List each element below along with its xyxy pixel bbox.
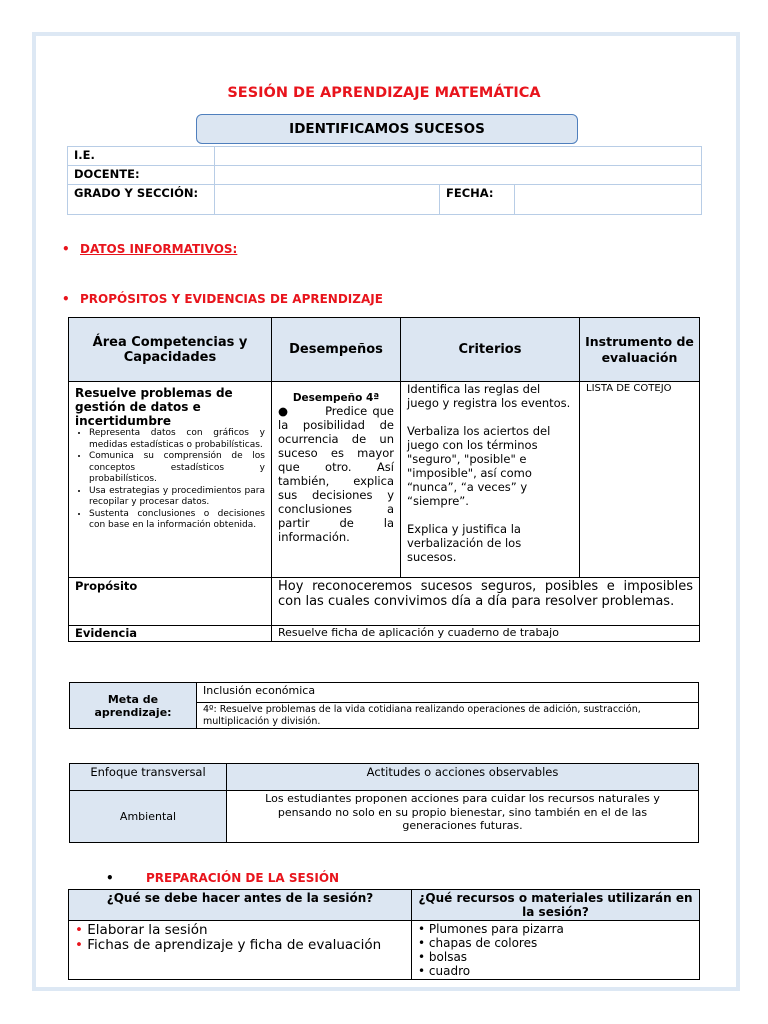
bullet-icon: • bbox=[75, 937, 88, 953]
recursos-header: ¿Qué recursos o materiales utilizarán en la sesión? bbox=[412, 890, 700, 921]
enfoque-text: Los estudiantes proponen acciones para cuidar los recursos naturales y pensando no solo en su propio bienestar, sino también en el de las generaciones futuras. bbox=[227, 791, 699, 843]
proposito-text: Hoy reconoceremos sucesos seguros, posibles e imposibles con las cuales convivimos día a día para resolver problemas. bbox=[272, 578, 700, 626]
ie-label: I.E. bbox=[68, 147, 215, 166]
list-item: • Representa datos con gráficos y medidas estadísticas o probabilísticas. bbox=[89, 428, 265, 451]
bullet-icon: • bbox=[75, 922, 88, 938]
bullet-icon: • bbox=[62, 242, 70, 256]
desempeno-cell bbox=[272, 382, 401, 578]
list-item: • chapas de colores bbox=[418, 936, 538, 950]
antes-header: ¿Qué se debe hacer antes de la sesión? bbox=[69, 890, 412, 921]
capacidades-list bbox=[75, 428, 265, 532]
preparacion-table bbox=[68, 889, 700, 980]
meta-line2: 4º: Resuelve problemas de la vida cotidiana realizando operaciones de adición, sustracción, multiplicación y división. bbox=[197, 703, 699, 729]
list-item: • Plumones para pizarra bbox=[418, 922, 564, 936]
list-item: • Sustenta conclusiones o decisiones con base en la información obtenida. bbox=[89, 509, 265, 532]
fecha-value[interactable] bbox=[515, 185, 702, 215]
criterio-item: Identifica las reglas del juego y registra los eventos. bbox=[407, 382, 571, 410]
list-item: • bolsas bbox=[418, 950, 468, 964]
bullet-icon: • bbox=[418, 964, 429, 978]
evidencia-text: Resuelve ficha de aplicación y cuaderno de trabajo bbox=[272, 626, 700, 642]
meta-table bbox=[69, 682, 699, 729]
instrumento-value: LISTA DE COTEJO bbox=[580, 382, 700, 578]
header-desempenos: Desempeños bbox=[272, 318, 401, 382]
section-preparacion: • PREPARACIÓN DE LA SESIÓN bbox=[106, 871, 340, 885]
section-propositos: • PROPÓSITOS Y EVIDENCIAS DE APRENDIZAJE bbox=[62, 292, 383, 306]
header-instrumento: Instrumento de evaluación bbox=[580, 318, 700, 382]
meta-line1: Inclusión económica bbox=[197, 683, 699, 703]
list-item: • Comunica su comprensión de los conceptos estadísticos y probabilísticos. bbox=[89, 451, 265, 486]
page-title: SESIÓN DE APRENDIZAJE MATEMÁTICA bbox=[227, 85, 541, 101]
fecha-label: FECHA: bbox=[440, 185, 515, 215]
competencia-text: Resuelve problemas de gestión de datos e incertidumbre bbox=[75, 386, 233, 428]
area-cell bbox=[69, 382, 272, 578]
bullet-icon: • bbox=[418, 936, 429, 950]
docente-value[interactable] bbox=[215, 166, 702, 185]
bullet-icon: • bbox=[62, 292, 70, 306]
docente-label: DOCENTE: bbox=[68, 166, 215, 185]
desempeno-title: Desempeño 4ª bbox=[292, 392, 380, 404]
meta-label: Meta de aprendizaje: bbox=[70, 683, 197, 729]
actitudes-header: Actitudes o acciones observables bbox=[227, 764, 699, 791]
info-table bbox=[67, 146, 702, 215]
evidencia-label: Evidencia bbox=[69, 626, 272, 642]
criterio-item: Verbaliza los aciertos del juego con los términos "seguro", "posible" e "imposible", así como “nunca”, “a veces” y “siempre”. bbox=[407, 424, 551, 508]
enfoque-table bbox=[69, 763, 699, 843]
bullet-icon: • bbox=[418, 950, 429, 964]
list-item: • Elaborar la sesión bbox=[75, 922, 208, 938]
criterio-item: Explica y justifica la verbalización de los sucesos. bbox=[407, 522, 522, 564]
desempeno-text: Predice que la posibilidad de ocurrencia de un suceso es mayor que otro. Así también, explica sus decisiones y conclusiones a partir de la información. bbox=[278, 404, 395, 544]
session-subtitle: IDENTIFICAMOS SUCESOS bbox=[196, 114, 578, 144]
bullet-icon: • bbox=[106, 871, 114, 885]
header-criterios: Criterios bbox=[401, 318, 580, 382]
ie-value[interactable] bbox=[215, 147, 702, 166]
bullet-icon: • bbox=[418, 922, 429, 936]
antes-cell bbox=[69, 921, 412, 980]
list-item: • Usa estrategias y procedimientos para recopilar y procesar datos. bbox=[89, 486, 265, 509]
header-area: Área Competencias y Capacidades bbox=[69, 318, 272, 382]
criterios-cell bbox=[401, 382, 580, 578]
list-item: • cuadro bbox=[418, 964, 471, 978]
section-datos: • DATOS INFORMATIVOS: bbox=[62, 242, 238, 256]
grado-label: GRADO Y SECCIÓN: bbox=[68, 185, 215, 215]
enfoque-name: Ambiental bbox=[70, 791, 227, 843]
proposito-label: Propósito bbox=[69, 578, 272, 626]
bullet-icon: ● bbox=[278, 404, 326, 418]
enfoque-header: Enfoque transversal bbox=[70, 764, 227, 791]
list-item: • Fichas de aprendizaje y ficha de evaluación bbox=[75, 937, 382, 953]
grado-value[interactable] bbox=[215, 185, 440, 215]
competencias-table bbox=[68, 317, 700, 642]
recursos-cell bbox=[412, 921, 700, 980]
